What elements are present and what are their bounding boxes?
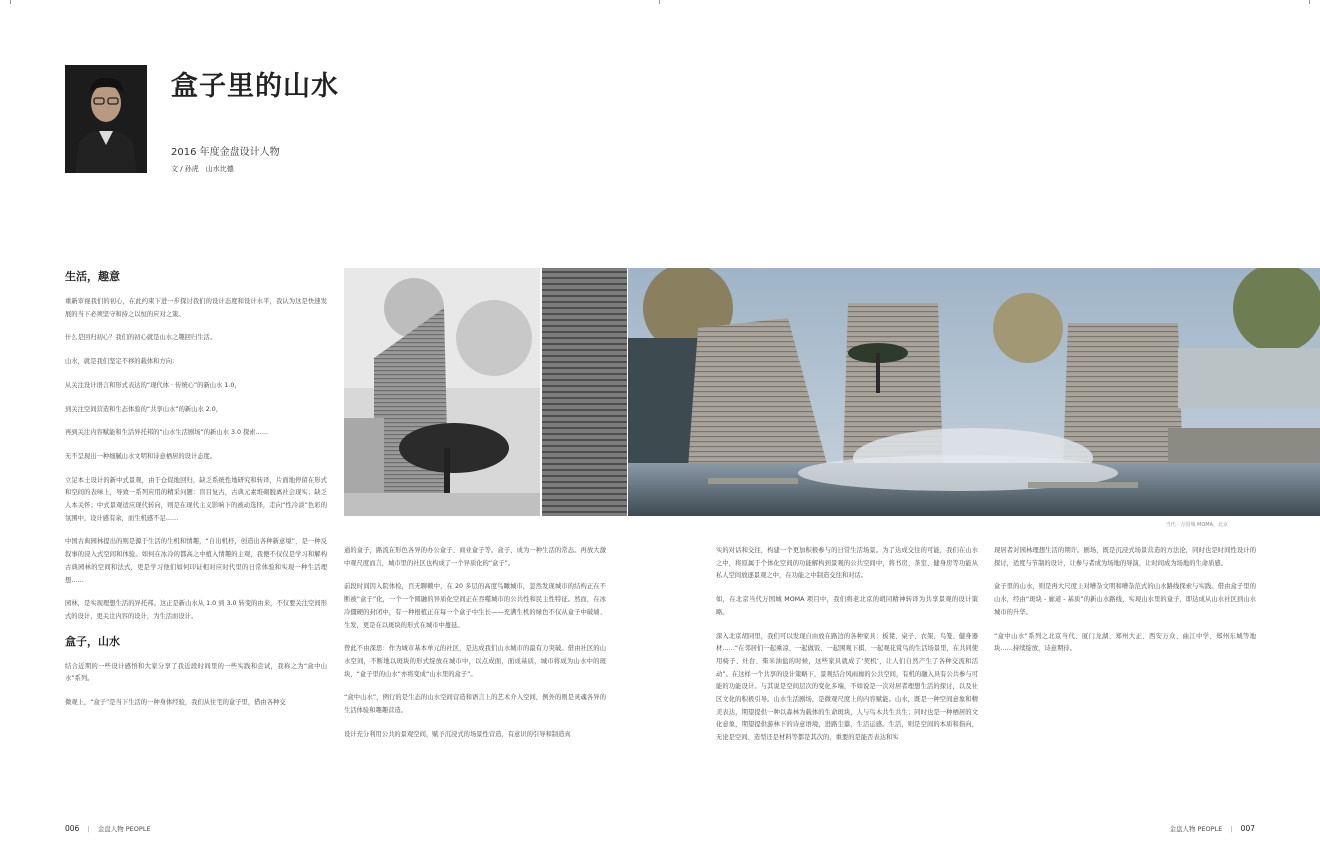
- text-column-3: [716, 545, 978, 756]
- footer-left: [65, 824, 151, 833]
- section-heading: 盒子，山水: [65, 634, 120, 648]
- paragraph: 中国古典园林提出的则是源于生活的生机和情趣，“自出机杼，创造出各种新意境”，是一种反叙事的浸入式空间和体验。如何在冰冷的都高之中植入情趣的主观，我便不仅仅是学习和解构古典园林的空间和法式，更是学习他们如何印证相对应时代里的日常体验和实现一种生活理想……: [65, 538, 327, 584]
- article-subtitle: 2016 年度金盘设计人物: [171, 147, 280, 158]
- paragraph: 从关注设计语言和形式表达的“现代体 · 传统心”的新山水 1.0，: [65, 381, 241, 389]
- footer-right: [1169, 824, 1255, 833]
- paragraph: 无不呈现出一种细腻山水文明和诗意栖居的设计态度。: [65, 452, 217, 460]
- architecture-photo-left: [344, 268, 627, 516]
- page-number: 006: [65, 824, 80, 833]
- paragraph: 通的盒子，路流在形色各异的办公盒子、商业盒子等。盒子，成为一种生活的常态。再放大激中观尺度而言，城市里的社区也构成了一个异质化的“盒子”。: [344, 547, 606, 567]
- paragraph: “盒中山水”，例行的是生态的山水空间营造和语言上的艺术介入空间，例外的则是灵魂各异的生活体验和趣趣营造。: [344, 694, 606, 715]
- paragraph: 山水，就是我们坚定不移的载体和方向：: [65, 358, 179, 366]
- article-title: 盒子里的山水: [171, 71, 339, 102]
- paragraph: 微观上，“盒子”是当下生活的一种身体经验，我们从住宅的盒子里，借由各种交: [65, 699, 286, 707]
- section-label: 金盘人物 PEOPLE: [97, 825, 151, 833]
- crop-mark: [10, 0, 11, 4]
- paragraph: 深入北京胡同里，我们可以发现自由放在路边的各种家具：板凳、桌子、衣架、鸟笼、健身器材……“在邻居们一起乘凉、一起做饭、一起围观下棋、一起观花赏鸟的生活场景里，在共同使用椅子、灶台、柴米油盐的时候，这些家具就成了‘契机’，让人们自然产生了各种交流和活动”。在这样一个共享的设计策略下，景观结合风雨廊的公共空间，有机的融入具有公共参与可能的功能设计。与其说是空间层次的变化多端，不如说是一次对居者理想生活的探讨，以及社区文化的积极引导。山水生活剧场，是微观尺度上的内容赋能。山水，既是一种空间意象和精美表达，期望提供一种以森林为载体的生命斑块，人与鸟木共生共生；同时也是一种栖居的文化意象，期望提供游林下的诗意语境，进路尘嚣，生活运感。生活，则是空间的本质和指向，无论是空间、造型还是材料等都是其次的，重要的是能否表达和实: [716, 632, 978, 742]
- paragraph: 什么是回归初心？我们的初心就是山水之趣回归生活。: [65, 334, 217, 342]
- paragraph: 重新审视我们的初心，在此约束下进一步探讨我们的设计态度和设计水平，我认为这是快速发展的当下必须坚守和持之以恒的应对之策。: [65, 298, 327, 318]
- paragraph: 再到关注内容赋能和生活异托邦的“山水生活剧场”的新山水 3.0 探索……: [65, 429, 269, 437]
- stone-wall-architecture-photo-icon: [344, 268, 627, 516]
- paragraph: 如，在北京当代万国城 MOMA 项目中，我们将老北京的胡同精神转译为共享景观的设计策略。: [716, 596, 978, 616]
- paragraph: 曾此不由深思：作为城市基本单元的社区，是达成我们山水城市的最有力突破。借由社区的山水空间，不断地以斑块的形式绽放在城市中，以点成面，面成基质，城市将成为山水中的斑块，“盒子里的山水”亦将变成“山水里的盒子”。: [344, 645, 606, 678]
- page-number: 007: [1240, 824, 1255, 833]
- photo-caption: 当代 · 万国城 MOMA，北京: [1165, 522, 1228, 528]
- author-portrait: [65, 65, 147, 173]
- courtyard-pond-mist-photo-icon: [628, 268, 1320, 516]
- paragraph: 实的对话和交往，构建一个更加积极参与的日常生活场景。为了达成交往的可能，我们在山水之中，将原属于个体化空间的功能解构到景观的公共空间中，将书房、茶室、健身房等功能从私人空间放逐景观之中，在功能之中制造交往和对话。: [716, 547, 978, 580]
- footer-separator: |: [87, 825, 90, 833]
- crop-mark: [1309, 0, 1310, 4]
- footer-separator: |: [1230, 825, 1233, 833]
- paragraph: 现居者对园林理想生活的期许。剧场，既是沉浸式场景营造的方法论，同时也是时间性设计的探讨，适度与节制的设计，让参与者成为场地的导演，让时间成为场地的生命质感。: [994, 547, 1256, 567]
- paragraph: 园林，是实现理想生活的异托邦。这正是新山水从 1.0 到 3.0 转变的由来，不仅要关注空间形式的设计，更关注内容的设计，为生活而设计。: [65, 600, 327, 620]
- paragraph: “盒中山水”系列之北京当代、厦门龙湖、郑州大正、西安万众、曲江中学、郑州东城等地块……持续绽放，诗意期待。: [994, 632, 1256, 653]
- paragraph: 到关注空间营造和生态体验的“共享山水”的新山水 2.0，: [65, 405, 223, 413]
- article-byline: 文 / 孙虎 山水比德: [171, 165, 234, 173]
- section-label: 金盘人物 PEOPLE: [1169, 825, 1223, 833]
- crop-mark: [659, 0, 660, 4]
- paragraph: 前段时间因入院体检，百无聊赖中，在 20 多层的高度鸟瞰城市，忽然发现城市的结构正在不断被“盒子”化，一个一个圆融的异质化空间正在吞噬城市的公共性和民主性特征。然而，在冰冷僵硬的封闭中，有一种根植正在每一个盒子中生长——充满生机的绿色不仅从盒子中破墙、生发，更是在以斑块的形式在城市中蔓延。: [344, 583, 606, 629]
- paragraph: 立足本土设计的新中式景观，由于仓促地回归，缺乏系统性地研究和转译，片面地停留在形式和空间的表味上，导致一系列应用的精采问题：盲目复古，古典元素堆砌脱离社会现实；缺乏人本关怀；中式景观适应现代转向，则是在现代主义影响下的被动选择，走向“性冷淡”色彩的氛围中，设计感有余，而生机感不足……: [65, 476, 327, 522]
- section-heading: 生活，趣意: [65, 270, 120, 283]
- paragraph: 盒子里的山水，则是再大尺度上对嘈杂文明和嘈杂范式的山水路线探索与实践。借由盒子里的山水，经由“斑块 - 廊道 - 基质”的新山水路线，实现山水里的盒子，即达成从山水社区到山水城市的升华。: [994, 583, 1256, 616]
- paragraph: 设计充分利用公共的景观空间，赋予沉浸式的场景性营造，有意识的引导和制造真: [344, 730, 571, 738]
- text-column-4: [994, 545, 1256, 667]
- courtyard-photo-right: [628, 268, 1320, 516]
- paragraph: 结合近期的一些设计感悟和大家分享了我近段时间里的一些实践和尝试，我称之为“盒中山水”系列。: [65, 662, 327, 683]
- portrait-photo-icon: [65, 65, 147, 173]
- text-column-1: [65, 266, 327, 721]
- text-column-2: [344, 545, 606, 752]
